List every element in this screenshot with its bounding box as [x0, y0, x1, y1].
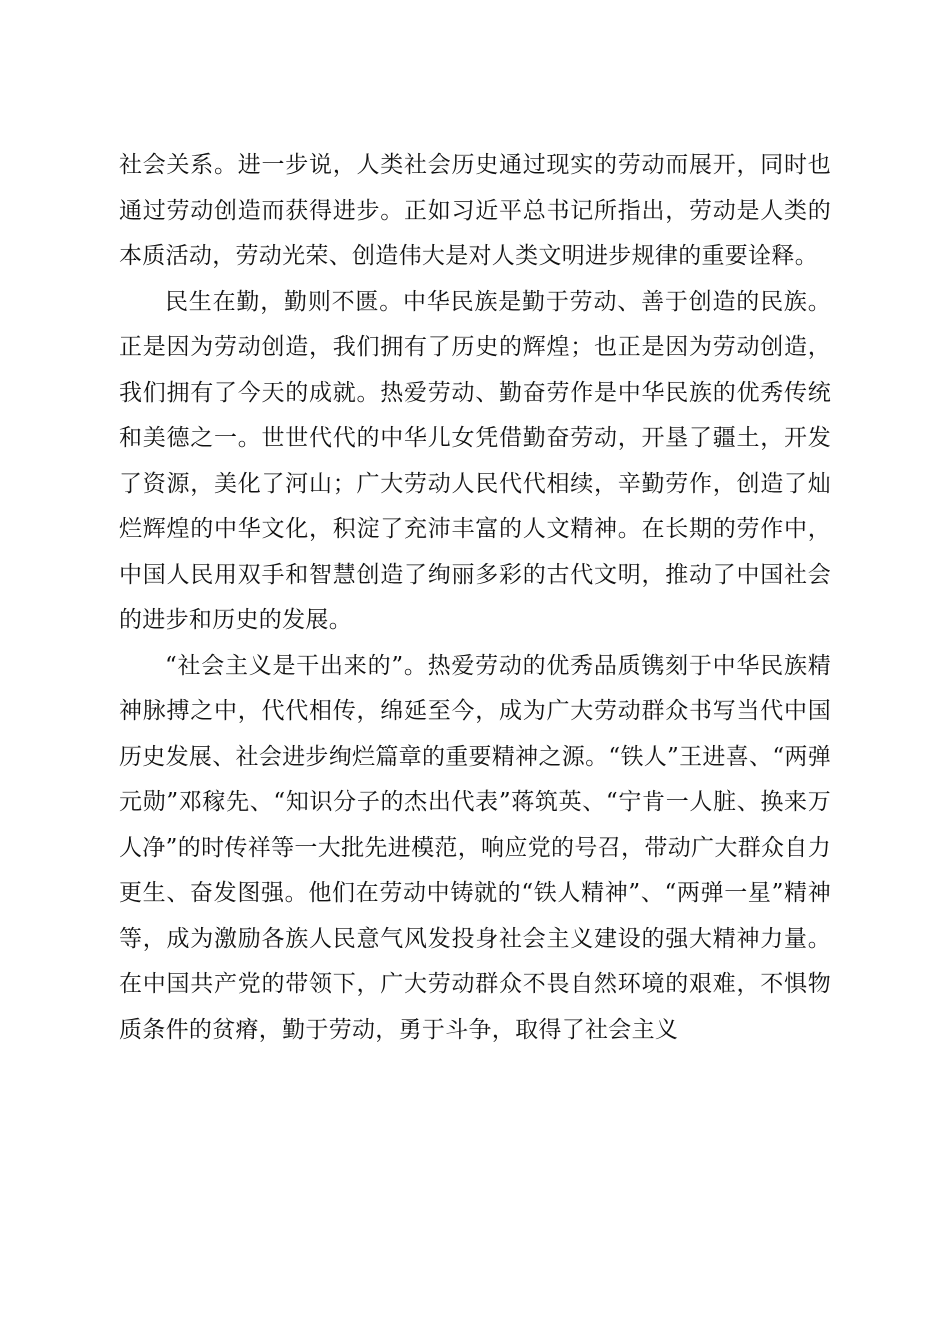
- paragraph-3: “社会主义是干出来的”。热爱劳动的优秀品质镌刻于中华民族精神脉搏之中，代代相传，绵延至今，成为广大劳动群众书写当代中国历史发展、社会进步绚烂篇章的重要精神之源。“铁人”王进喜、“两弹元勋”邓稼先、“知识分子的杰出代表”蒋筑英、“宁肯一人脏、换来万人净”的时传祥等一大批先进模范，响应党的号召，带动广大群众自力更生、奋发图强。他们在劳动中铸就的“铁人精神”、“两弹一星”精神等，成为激励各族人民意气风发投身社会主义建设的强大精神力量。在中国共产党的带领下，广大劳动群众不畏自然环境的艰难，不惧物质条件的贫瘠，勤于劳动，勇于斗争，取得了社会主义: [119, 652, 831, 1043]
- paragraph-1: 社会关系。进一步说，人类社会历史通过现实的劳动而展开，同时也通过劳动创造而获得进步。正如习近平总书记所指出，劳动是人类的本质活动，劳动光荣、创造伟大是对人类文明进步规律的重要诠释。: [119, 152, 831, 269]
- body-text: [119, 143, 831, 1053]
- paragraph-2: 民生在勤，勤则不匮。中华民族是勤于劳动、善于创造的民族。正是因为劳动创造，我们拥有了历史的辉煌；也正是因为劳动创造，我们拥有了今天的成就。热爱劳动、勤奋劳作是中华民族的优秀传统和美德之一。世世代代的中华儿女凭借勤奋劳动，开垦了疆土，开发了资源，美化了河山；广大劳动人民代代相续，辛勤劳作，创造了灿烂辉煌的中华文化，积淀了充沛丰富的人文精神。在长期的劳作中，中国人民用双手和智慧创造了绚丽多彩的古代文明，推动了中国社会的进步和历史的发展。: [119, 288, 831, 633]
